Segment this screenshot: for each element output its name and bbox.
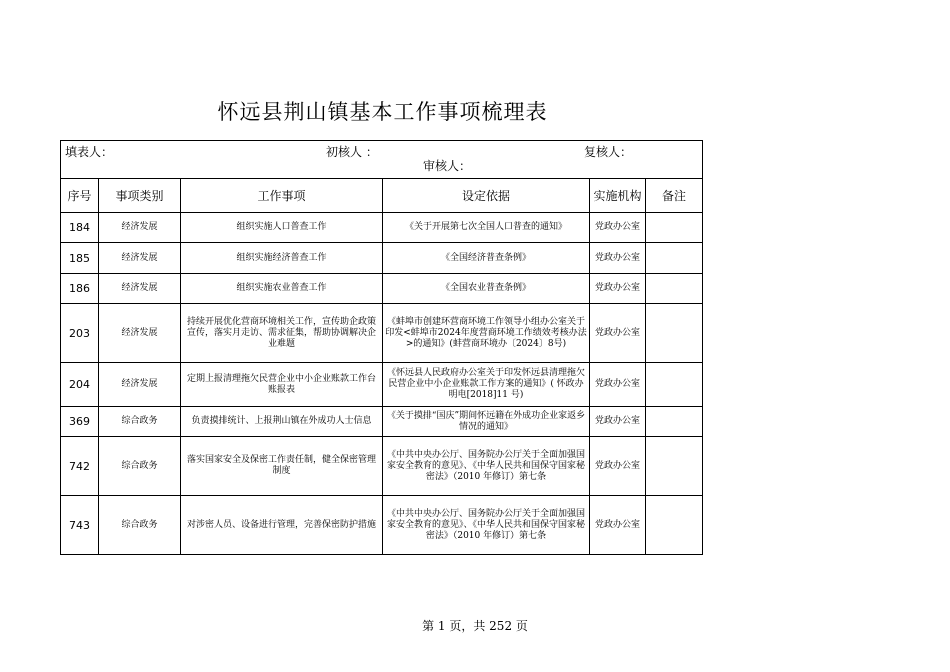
row-note — [646, 274, 703, 304]
row-item: 组织实施经济普查工作 — [181, 243, 383, 274]
table-row — [61, 304, 703, 363]
table-row — [61, 274, 703, 304]
work-items-table — [60, 140, 703, 555]
row-note — [646, 407, 703, 437]
row-basis: 《蚌埠市创建环营商环境工作领导小组办公室关于印发<蚌埠市2024年度营商环境工作绩效考核办法>的通知》(蚌营商环境办〔2024〕8号) — [383, 304, 590, 363]
row-number: 742 — [61, 437, 99, 496]
row-basis: 《全国经济普查条例》 — [383, 243, 590, 274]
row-org: 党政办公室 — [590, 213, 646, 243]
page-title: 怀远县荆山镇基本工作事项梳理表 — [217, 100, 548, 124]
row-category: 经济发展 — [99, 274, 181, 304]
row-number: 185 — [61, 243, 99, 274]
reviewer-label: 审核人： — [423, 159, 472, 173]
row-basis: 《中共中央办公厅、国务院办公厅关于全面加强国家安全教育的意见》、《中华人民共和国保守国家秘密法》（2010 年修订）第七条 — [383, 437, 590, 496]
header-basis: 设定依据 — [383, 179, 590, 213]
header-category: 事项类别 — [99, 179, 181, 213]
row-org: 党政办公室 — [590, 274, 646, 304]
row-number: 204 — [61, 363, 99, 407]
row-note — [646, 304, 703, 363]
table-row — [61, 407, 703, 437]
header-row — [61, 179, 703, 213]
row-number: 369 — [61, 407, 99, 437]
header-no: 序号 — [61, 179, 99, 213]
row-category: 综合政务 — [99, 437, 181, 496]
row-basis: 《全国农业普查条例》 — [383, 274, 590, 304]
row-category: 经济发展 — [99, 304, 181, 363]
row-note — [646, 213, 703, 243]
row-org: 党政办公室 — [590, 407, 646, 437]
table-row — [61, 437, 703, 496]
table-row — [61, 363, 703, 407]
row-note — [646, 437, 703, 496]
row-category: 经济发展 — [99, 363, 181, 407]
row-number: 186 — [61, 274, 99, 304]
header-org: 实施机构 — [590, 179, 646, 213]
header-note: 备注 — [646, 179, 703, 213]
row-item: 落实国家安全及保密工作责任制，健全保密管理制度 — [181, 437, 383, 496]
row-number: 203 — [61, 304, 99, 363]
rechecker-label: 复核人： — [584, 145, 633, 159]
row-item: 持续开展优化营商环境相关工作，宣传助企政策宣传，落实月走访、需求征集，帮助协调解决企业难题 — [181, 304, 383, 363]
fill-info-row — [61, 141, 703, 179]
row-basis: 《关于开展第七次全国人口普查的通知》 — [383, 213, 590, 243]
page-footer: 第 1 页，共 252 页 — [422, 619, 528, 633]
row-number: 184 — [61, 213, 99, 243]
row-org: 党政办公室 — [590, 243, 646, 274]
row-category: 经济发展 — [99, 213, 181, 243]
row-item: 定期上报清理拖欠民营企业中小企业账款工作台账报表 — [181, 363, 383, 407]
row-item: 负责摸排统计、上报荆山镇在外成功人士信息 — [181, 407, 383, 437]
row-category: 综合政务 — [99, 496, 181, 555]
table-row — [61, 243, 703, 274]
row-basis: 《关于摸排“国庆”期间怀远籍在外成功企业家返乡情况的通知》 — [383, 407, 590, 437]
row-basis: 《中共中央办公厅、国务院办公厅关于全面加强国家安全教育的意见》、《中华人民共和国保守国家秘密法》（2010 年修订）第七条 — [383, 496, 590, 555]
row-category: 综合政务 — [99, 407, 181, 437]
row-item: 对涉密人员、设备进行管理，完善保密防护措施 — [181, 496, 383, 555]
first-checker-label: 初核人 ： — [326, 145, 378, 159]
row-org: 党政办公室 — [590, 496, 646, 555]
row-item: 组织实施人口普查工作 — [181, 213, 383, 243]
table-row — [61, 496, 703, 555]
row-note — [646, 363, 703, 407]
row-org: 党政办公室 — [590, 363, 646, 407]
row-category: 经济发展 — [99, 243, 181, 274]
row-item: 组织实施农业普查工作 — [181, 274, 383, 304]
row-note — [646, 496, 703, 555]
row-org: 党政办公室 — [590, 437, 646, 496]
row-org: 党政办公室 — [590, 304, 646, 363]
row-basis: 《怀远县人民政府办公室关于印发怀远县清理拖欠民营企业中小企业账款工作方案的通知》( 怀政办明电[2018]11 号) — [383, 363, 590, 407]
header-item: 工作事项 — [181, 179, 383, 213]
row-note — [646, 243, 703, 274]
row-number: 743 — [61, 496, 99, 555]
filler-label: 填表人： — [65, 145, 114, 159]
table-row — [61, 213, 703, 243]
